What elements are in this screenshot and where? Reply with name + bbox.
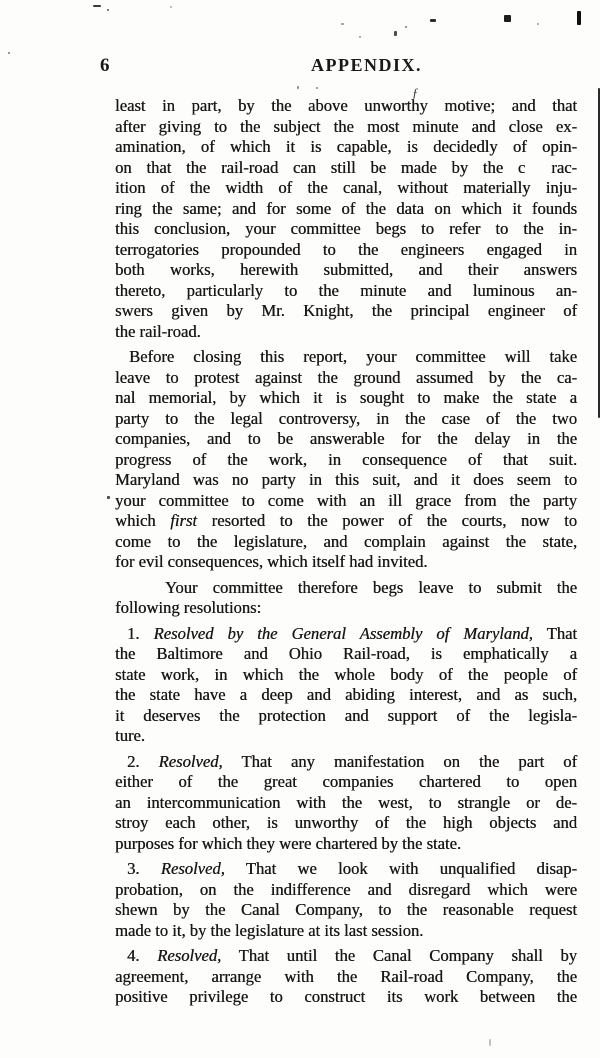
text-segment: least in part, by the above unworthy motive; and that [115, 96, 577, 115]
text-line [115, 726, 577, 747]
text-segment: Your committee therefore begs leave to submit the [165, 577, 577, 597]
text-segment: nal memorial, by which it is sought to make the state a [115, 388, 577, 407]
paragraph [115, 624, 577, 747]
text-line [115, 491, 577, 512]
text-segment: on that the rail-road can still be made by the c [115, 157, 526, 177]
text-line [115, 772, 577, 793]
scan-speck [316, 87, 318, 89]
scan-speck [405, 26, 407, 28]
scan-speck [170, 6, 172, 8]
text-segment: first [170, 511, 197, 530]
text-line [115, 921, 577, 942]
text-line [115, 624, 577, 645]
scan-speck: ƒ [412, 85, 419, 100]
text-segment: after giving to the subject the most minute and close ex- [115, 116, 577, 136]
scan-speck [489, 1039, 491, 1046]
text-segment: your committee to come with an ill grace from the party [115, 490, 577, 510]
text-segment: come to the legislature, and complain against the state, [115, 531, 577, 551]
paragraph [115, 96, 577, 342]
text-line [115, 96, 577, 117]
paragraph [115, 859, 577, 941]
text-block [115, 96, 577, 1008]
scan-speck [341, 23, 344, 25]
text-line [115, 665, 577, 686]
scan-speck [577, 11, 581, 25]
text-segment: party to the legal controversy, in the case of the two [115, 408, 577, 428]
text-segment: 3. [127, 859, 161, 878]
text-line [115, 178, 577, 199]
text-line [115, 813, 577, 834]
text-segment: rac- [551, 157, 577, 177]
text-segment: either of the great companies chartered to open [115, 772, 577, 791]
text-line [115, 137, 577, 158]
text-line [115, 322, 577, 343]
text-segment: Resolved, [158, 751, 223, 771]
text-segment: thereto, particularly to the minute and luminous an- [115, 280, 577, 300]
text-line [115, 859, 577, 880]
text-segment: terrogatories propounded to the engineers engaged in [115, 239, 577, 259]
text-line [115, 281, 577, 302]
text-segment: it deserves the protection and support of the legisla- [115, 705, 577, 725]
text-line [115, 219, 577, 240]
text-line [115, 834, 577, 855]
text-line [115, 946, 577, 967]
text-line [115, 967, 577, 988]
text-segment: progress of the work, in consequence of that suit. [115, 449, 577, 469]
scan-speck [297, 86, 299, 89]
text-segment: That any manifestation on the part of [222, 751, 577, 771]
scan-speck [8, 52, 10, 54]
text-segment: ring the same; and for some of the data on which it founds [115, 198, 577, 218]
text-segment: stroy each other, is unworthy of the high objects and [115, 813, 577, 832]
text-segment: Resolved by the General Assembly of Maryland, [153, 623, 533, 643]
text-line [115, 793, 577, 814]
text-line [115, 199, 577, 220]
text-line [115, 158, 577, 179]
paragraph [115, 578, 577, 619]
text-segment: shewn by the Canal Company, to the reasonable request [115, 900, 577, 919]
text-line [115, 578, 577, 599]
text-segment: ition of the width of the canal, without materially inju- [115, 178, 577, 197]
text-line [115, 450, 577, 471]
text-segment: 4. [127, 946, 158, 965]
text-segment: companies, and to be answerable for the delay in the [115, 429, 577, 448]
scan-speck [504, 15, 511, 22]
text-line [115, 532, 577, 553]
text-line [115, 644, 577, 665]
scan-speck [359, 36, 361, 38]
text-line [115, 598, 577, 619]
text-line [115, 552, 577, 573]
text-line [115, 409, 577, 430]
text-line [115, 347, 577, 368]
text-segment: state work, in which the whole body of the people of [115, 664, 577, 684]
text-segment: purposes for which they were chartered by the state. [115, 833, 462, 853]
text-line [115, 429, 577, 450]
scan-speck [93, 5, 101, 7]
text-segment: made to it, by the legislature at its last session. [115, 920, 424, 940]
scan-speck [537, 23, 539, 25]
paragraph [115, 347, 577, 573]
text-segment: for evil consequences, which itself had invited. [115, 552, 428, 571]
text-segment: ture. [115, 726, 145, 745]
text-line [115, 240, 577, 261]
scan-speck [430, 19, 436, 22]
text-segment: the state have a deep and abiding interest, and as such, [115, 685, 577, 704]
page-number: 6 [100, 55, 110, 76]
text-line [115, 117, 577, 138]
text-line [115, 880, 577, 901]
scan-speck [107, 9, 109, 11]
text-line [115, 301, 577, 322]
paragraph [115, 946, 577, 1008]
text-segment: Resolved, [157, 946, 222, 965]
text-segment: swers given by Mr. Knight, the principal engineer of [115, 301, 577, 320]
page-header [0, 55, 600, 79]
text-segment: positive privilege to construct its work between the [115, 987, 577, 1006]
text-segment: agreement, arrange with the Rail-road Company, the [115, 966, 577, 986]
text-segment: Resolved, [160, 859, 225, 878]
text-segment: Maryland was no party in this suit, and it does seem to [115, 470, 577, 489]
text-line [115, 388, 577, 409]
paragraph [115, 752, 577, 855]
page-title: APPENDIX. [311, 55, 422, 75]
text-line [115, 685, 577, 706]
text-segment: 1. [127, 623, 154, 643]
text-segment: Before closing this report, your committee will take [129, 347, 577, 366]
text-segment: probation, on the indifference and disregard which were [115, 879, 577, 899]
text-segment: That until the Canal Company shall by [221, 946, 577, 965]
text-segment: the Baltimore and Ohio Rail-road, is emphatically a [115, 644, 577, 663]
text-segment: following resolutions: [115, 598, 262, 617]
text-line [115, 752, 577, 773]
text-segment: That [532, 623, 577, 643]
text-line [115, 987, 577, 1008]
scan-speck [107, 496, 110, 499]
text-line [115, 368, 577, 389]
text-segment: both works, herewith submitted, and their answers [115, 260, 577, 279]
text-segment: which [115, 511, 171, 530]
text-segment: resorted to the power of the courts, now to [196, 511, 577, 530]
text-segment: an intercommunication with the west, to strangle or de- [115, 792, 577, 812]
text-segment: this conclusion, your committee begs to refer to the in- [115, 219, 577, 238]
text-segment: the rail-road. [115, 321, 201, 341]
text-segment: That we look with unqualified disap- [224, 859, 577, 878]
text-line [115, 900, 577, 921]
text-line [115, 260, 577, 281]
text-segment: leave to protest against the ground assumed by the ca- [115, 367, 577, 387]
scan-speck [394, 31, 397, 36]
text-segment: amination, of which it is capable, is decidedly of opin- [115, 137, 577, 156]
text-line [115, 706, 577, 727]
text-line [115, 511, 577, 532]
text-line [115, 470, 577, 491]
text-segment: 2. [127, 751, 159, 771]
